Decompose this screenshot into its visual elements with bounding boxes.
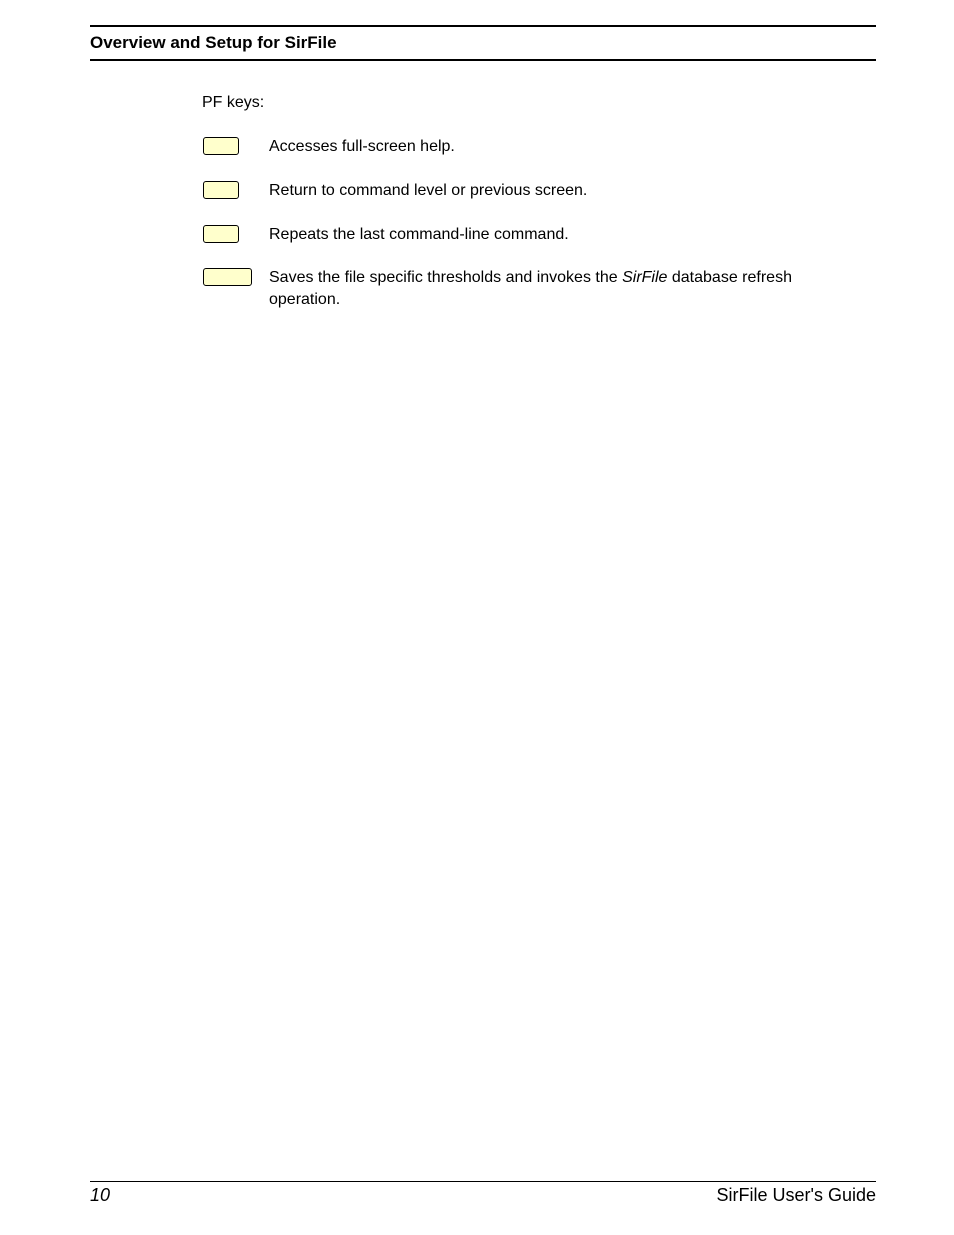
footer-rule [90,1181,876,1182]
description-text-end: database refresh operation. [269,269,792,308]
section-title: Overview and Setup for SirFile [90,33,337,52]
pf-key-box [203,268,252,286]
header-rule-bottom [90,59,876,61]
pf-key-box [203,137,239,155]
footer-doc-title: SirFile User's Guide [716,1185,876,1205]
product-name-emphasis: SirFile [622,269,668,286]
pf-key-description: Repeats the last command-line command. [269,226,569,243]
pf-key-description [269,267,861,311]
pf-key-box [203,225,239,243]
header-rule-top [90,25,876,27]
pf-keys-intro: PF keys: [202,94,265,111]
description-text-start: Saves the file specific thresholds and invokes the [269,269,623,286]
page-number: 10 [90,1185,111,1205]
pf-key-description: Return to command level or previous screen. [269,182,588,199]
pf-key-box [203,181,239,199]
pf-key-description: Accesses full-screen help. [269,138,455,155]
